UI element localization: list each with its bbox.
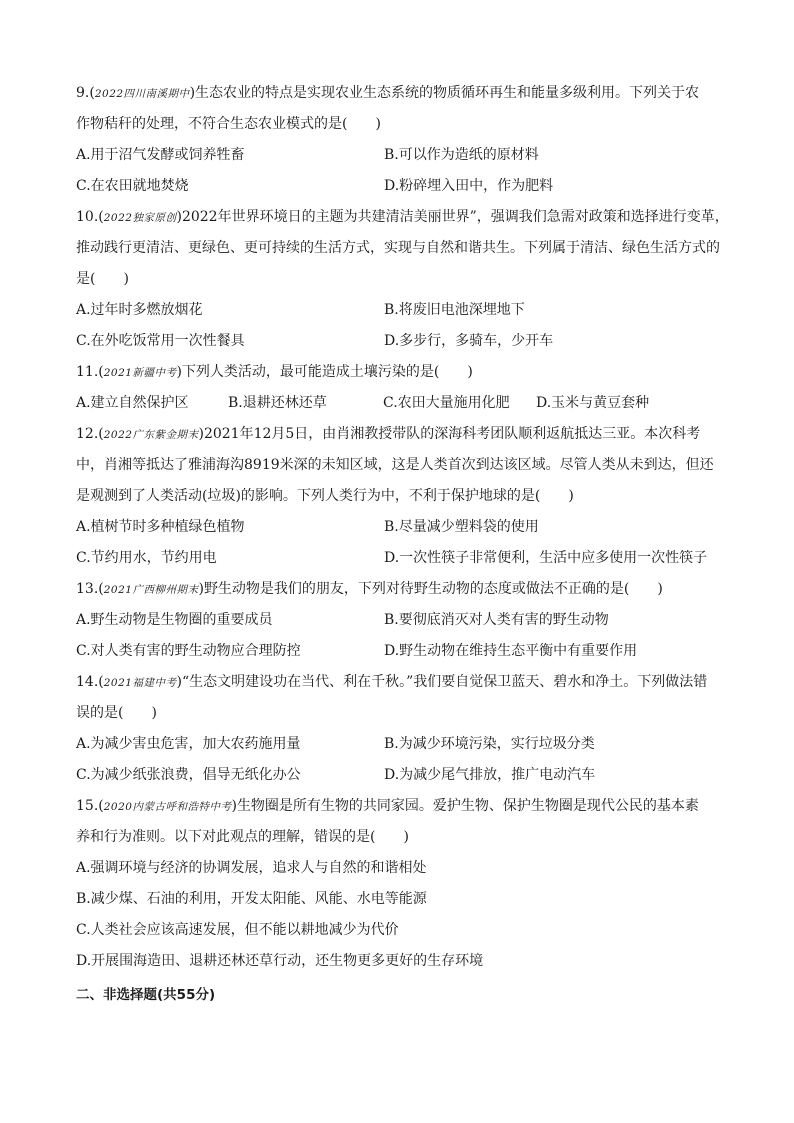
- question-source: 2020内蒙古呼和浩特中考: [103, 801, 232, 813]
- question-10-stem-cont: 推动践行更清洁、更绿色、更可持续的生活方式，实现与自然和谐共生。下列属于清洁、绿色生活方式的: [76, 240, 720, 256]
- option-c: C.在农田就地焚烧: [76, 178, 189, 194]
- question-source: 2022广东紫金期末: [103, 429, 199, 441]
- option-a: A.用于沼气发酵或饲养牲畜: [76, 147, 245, 163]
- option-c: C.在外吃饭常用一次性餐具: [76, 333, 245, 349]
- question-source: 2021福建中考: [103, 677, 177, 689]
- question-9-stem: 9.(2022四川南溪期中)生态农业的特点是实现农业生态系统的物质循环再生和能量多级利用。下列关于农: [76, 85, 700, 101]
- option-d: D.为减少尾气排放，推广电动汽车: [384, 767, 596, 783]
- option-a: A.野生动物是生物圈的重要成员: [76, 612, 273, 628]
- option-d: D.一次性筷子非常便利，生活中应多使用一次性筷子: [384, 550, 708, 566]
- question-14-stem-cont: 误的是( ): [76, 705, 157, 721]
- option-b: B.为减少环境污染，实行垃圾分类: [384, 736, 595, 752]
- question-source: 2022四川南溪期中: [94, 88, 190, 100]
- option-d: D.开展围海造田、退耕还林还草行动，还生物更多更好的生存环境: [76, 953, 484, 969]
- question-12-stem-cont: 中，肖湘等抵达了雅浦海沟8919米深的未知区域，这是人类首次到达该区域。尽管人类从未到达，但还: [76, 457, 714, 473]
- option-b: B.减少煤、石油的利用，开发太阳能、风能、水电等能源: [76, 891, 427, 907]
- question-11-options: [76, 390, 696, 416]
- question-10-stem: 10.(2022独家原创)2022年世界环境日的主题为共建清洁美丽世界”，强调我们急需对政策和选择进行变革，: [76, 209, 729, 225]
- question-15-stem: 15.(2020内蒙古呼和浩特中考)生物圈是所有生物的共同家园。爱护生物、保护生物圈是现代公民的基本素: [76, 798, 699, 814]
- question-12-stem: 12.(2022广东紫金期末)2021年12月5日，由肖湘教授带队的深海科考团队顺利返航抵达三亚。本次科考: [76, 426, 701, 442]
- option-b: B.尽量减少塑料袋的使用: [384, 519, 539, 535]
- question-14-stem: 14.(2021福建中考)“生态文明建设功在当代、利在千秋。”我们要自觉保卫蓝天、碧水和净土。下列做法错: [76, 674, 708, 690]
- question-13-stem: 13.(2021广西柳州期末)野生动物是我们的朋友，下列对待野生动物的态度或做法不正确的是( ): [76, 581, 663, 597]
- option-c: C.农田大量施用化肥: [383, 395, 510, 411]
- option-b: B.将废旧电池深埋地下: [384, 302, 525, 318]
- option-c: C.节约用水，节约用电: [76, 550, 217, 566]
- question-9-stem-cont: 作物秸秆的处理，不符合生态农业模式的是( ): [76, 116, 381, 132]
- option-b: B.要彻底消灭对人类有害的野生动物: [384, 612, 609, 628]
- option-a: A.过年时多燃放烟花: [76, 302, 203, 318]
- option-c: C.对人类有害的野生动物应合理防控: [76, 643, 301, 659]
- option-a: A.为减少害虫危害，加大农药施用量: [76, 736, 301, 752]
- question-12-stem-cont: 是观测到了人类活动(垃圾)的影响。下列人类行为中，不利于保护地球的是( ): [76, 488, 574, 504]
- question-source: 2021广西柳州期末: [103, 584, 199, 596]
- option-d: D.玉米与黄豆套种: [536, 395, 650, 411]
- option-b: B.可以作为造纸的原材料: [384, 147, 539, 163]
- question-source: 2021新疆中考: [103, 367, 177, 379]
- section-title: 二、非选择题(共55分): [76, 987, 216, 1003]
- option-a: A.植树节时多种植绿色植物: [76, 519, 245, 535]
- option-c: C.为减少纸张浪费，倡导无纸化办公: [76, 767, 301, 783]
- question-10-stem-cont: 是( ): [76, 271, 129, 287]
- option-d: D.粉碎埋入田中，作为肥料: [384, 178, 554, 194]
- option-a: A.强调环境与经济的协调发展，追求人与自然的和谐相处: [76, 860, 427, 876]
- question-11-stem: 11.(2021新疆中考)下列人类活动，最可能造成土壤污染的是( ): [76, 364, 473, 380]
- option-d: D.多步行，多骑车，少开车: [384, 333, 554, 349]
- question-source: 2022独家原创: [103, 212, 177, 224]
- option-a: A.建立自然保护区: [76, 395, 189, 411]
- option-b: B.退耕还林还草: [228, 395, 327, 411]
- option-c: C.人类社会应该高速发展，但不能以耕地减少为代价: [76, 922, 399, 938]
- option-d: D.野生动物在维持生态平衡中有重要作用: [384, 643, 638, 659]
- question-15-stem-cont: 养和行为准则。以下对此观点的理解，错误的是( ): [76, 829, 409, 845]
